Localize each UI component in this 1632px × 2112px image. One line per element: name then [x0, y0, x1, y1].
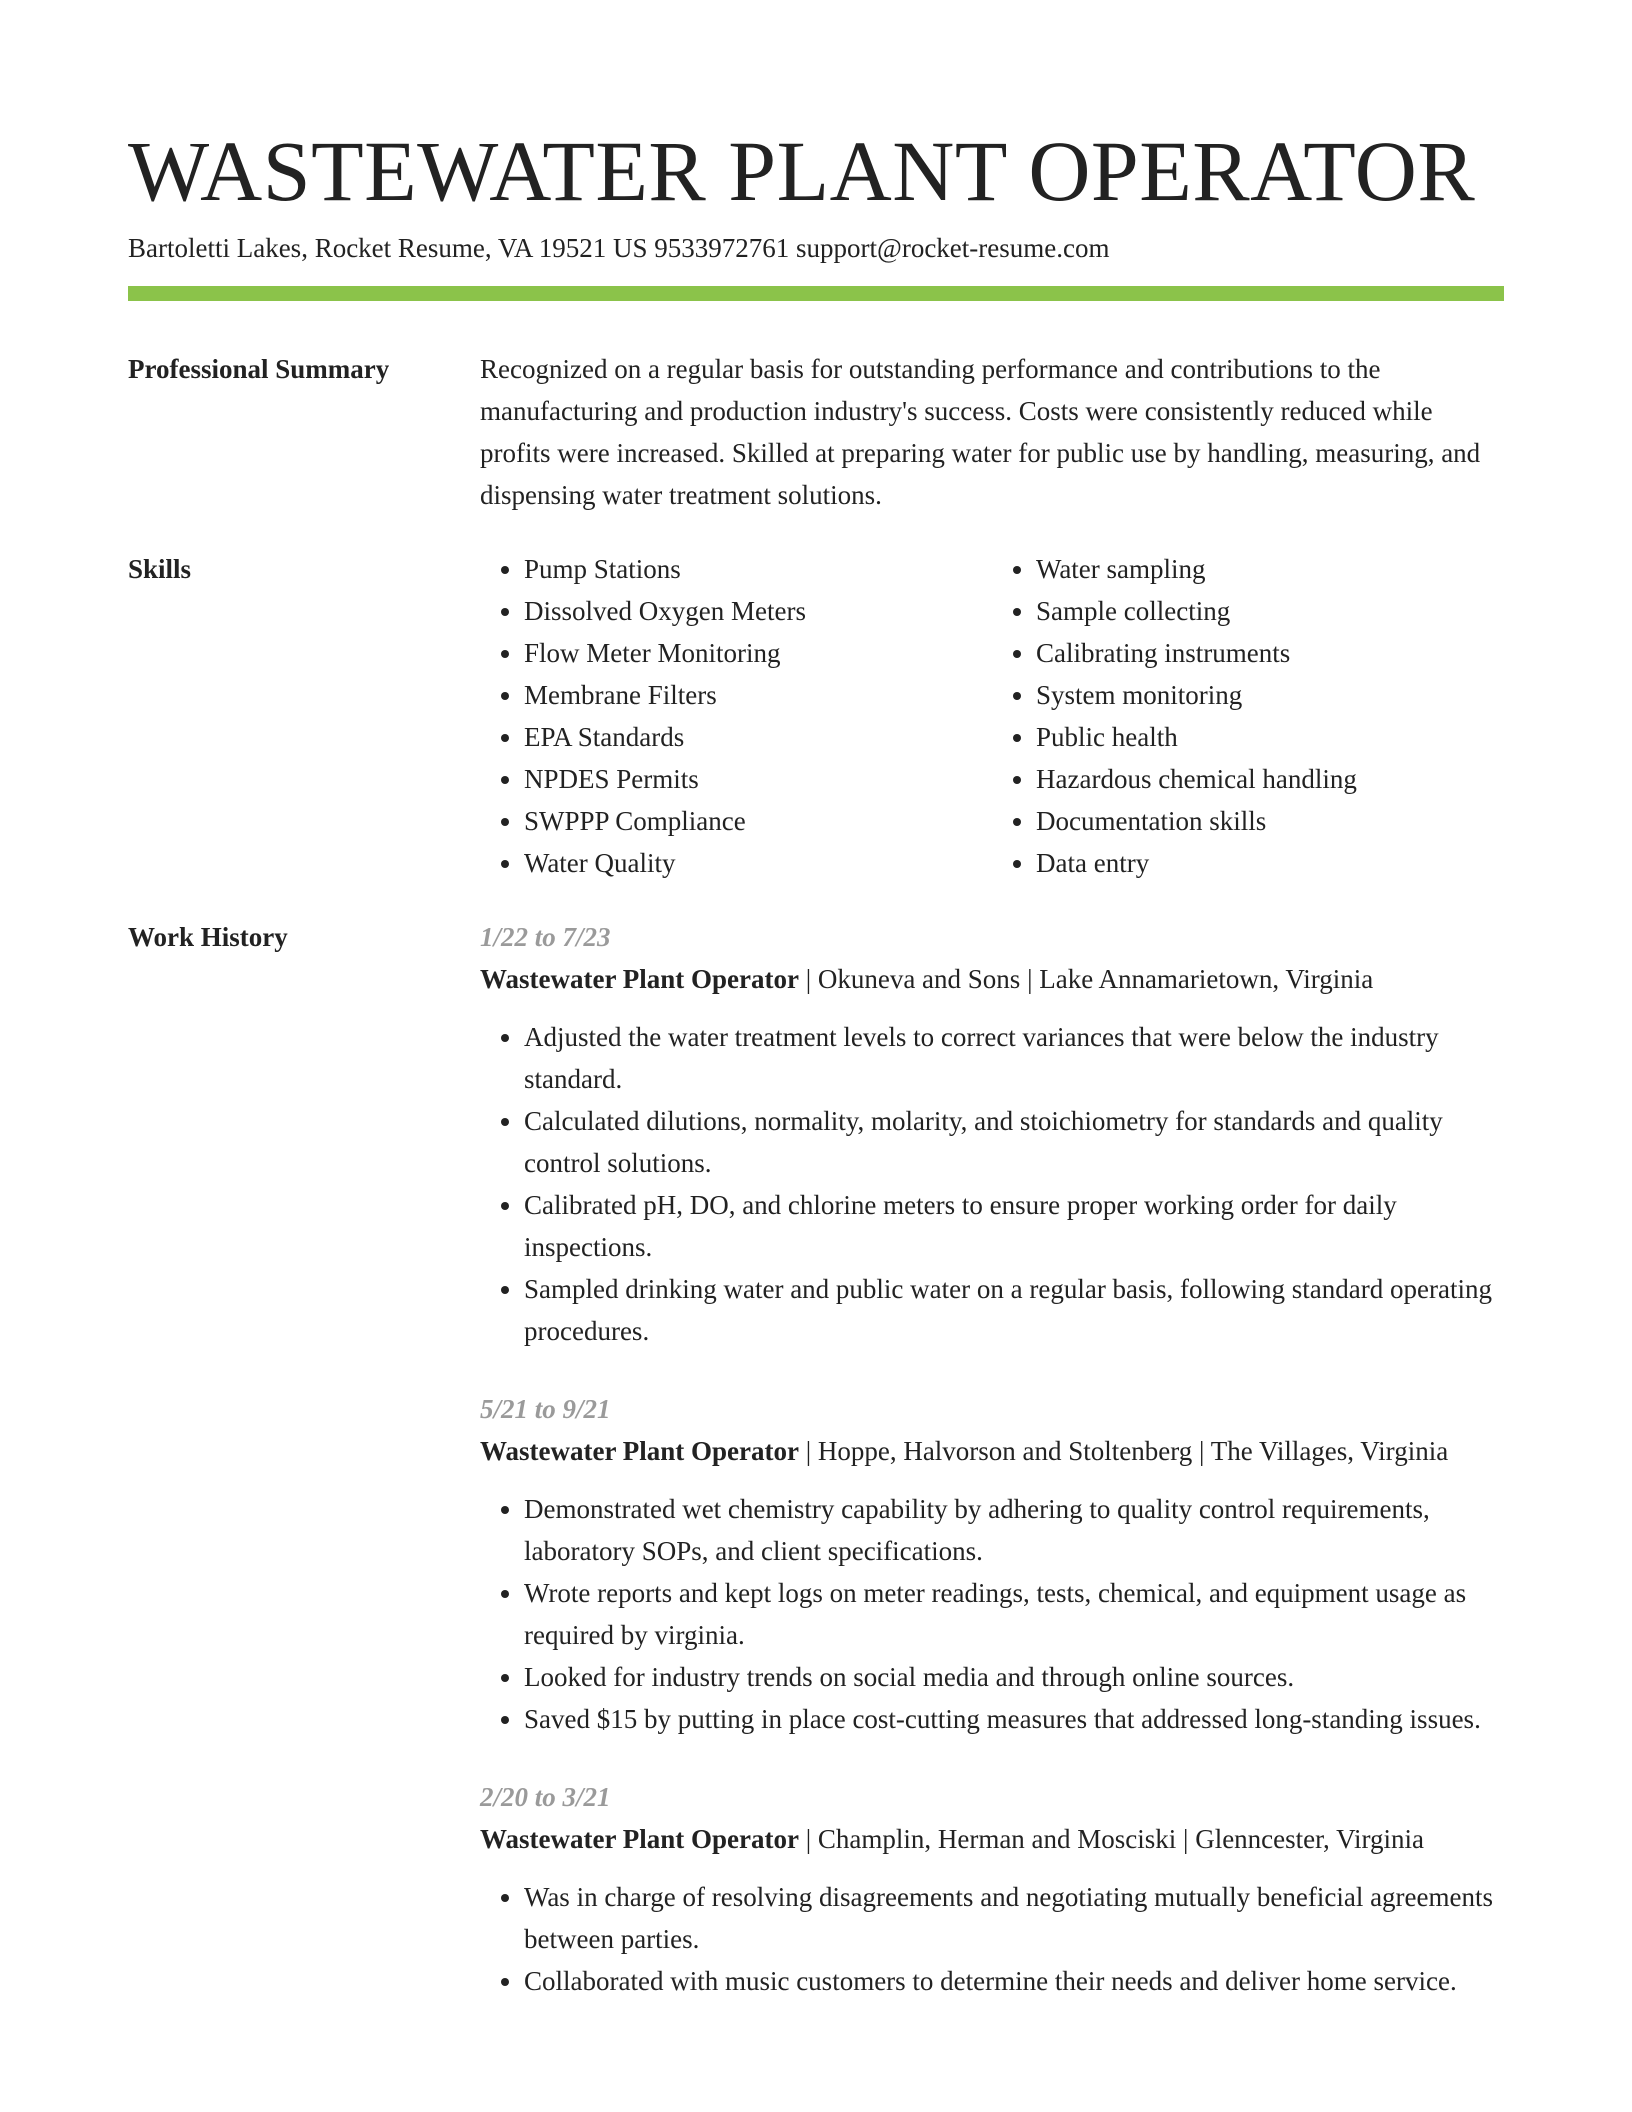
job-heading: [480, 1818, 1504, 1860]
skill-item: • SWPPP Compliance: [524, 800, 992, 842]
summary-text: Recognized on a regular basis for outstanding performance and contributions to the manufacturing and production industry's success. Costs were consistently reduced while profits were increased. Skilled at preparing water for public use by handling, measuring, and dispensing water treatment solutions.: [480, 354, 1481, 510]
job-bullet: • Looked for industry trends on social media and through online sources.: [524, 1656, 1504, 1698]
job-entry: [480, 916, 1504, 1352]
skills-body: [480, 548, 1504, 884]
job-employer-location: | Hoppe, Halvorson and Stoltenberg | The Villages, Virginia: [798, 1436, 1449, 1466]
job-title: Wastewater Plant Operator: [480, 1824, 799, 1854]
work-history-body: [480, 916, 1504, 2038]
job-entry: [480, 1388, 1504, 1740]
job-bullet: • Saved $15 by putting in place cost-cutting measures that addressed long-standing issues.: [524, 1698, 1504, 1740]
skills-list-right: [992, 548, 1504, 884]
job-date: 5/21 to 9/21: [480, 1394, 611, 1424]
job-bullet-list: [480, 1876, 1504, 2002]
skill-item: • Hazardous chemical handling: [1036, 758, 1504, 800]
skills-list-left: [480, 548, 992, 884]
resume-title: WASTEWATER PLANT OPERATOR: [128, 123, 1476, 219]
skill-item: • System monitoring: [1036, 674, 1504, 716]
skill-item: • Membrane Filters: [524, 674, 992, 716]
job-bullet: • Demonstrated wet chemistry capability by adhering to quality control requirements, laboratory SOPs, and client specifications.: [524, 1488, 1504, 1572]
skill-item: • Water sampling: [1036, 548, 1504, 590]
skill-item: • EPA Standards: [524, 716, 992, 758]
skill-item: • Sample collecting: [1036, 590, 1504, 632]
job-bullet: • Wrote reports and kept logs on meter readings, tests, chemical, and equipment usage as required by virginia.: [524, 1572, 1504, 1656]
job-bullet: • Sampled drinking water and public water on a regular basis, following standard operating procedures.: [524, 1268, 1504, 1352]
skill-item: • Pump Stations: [524, 548, 992, 590]
skill-item: • Water Quality: [524, 842, 992, 884]
job-title: Wastewater Plant Operator: [480, 964, 799, 994]
skill-item: • Calibrating instruments: [1036, 632, 1504, 674]
skill-item: • Public health: [1036, 716, 1504, 758]
job-title: Wastewater Plant Operator: [480, 1436, 799, 1466]
job-employer-location: | Champlin, Herman and Mosciski | Glenncester, Virginia: [798, 1824, 1424, 1854]
summary-label: Professional Summary: [128, 354, 390, 384]
job-heading: [480, 1430, 1504, 1472]
skill-item: • Documentation skills: [1036, 800, 1504, 842]
job-date: 1/22 to 7/23: [480, 922, 611, 952]
job-bullet: • Calculated dilutions, normality, molarity, and stoichiometry for standards and quality control solutions.: [524, 1100, 1504, 1184]
job-bullet-list: [480, 1016, 1504, 1352]
work-history-label: Work History: [128, 922, 288, 952]
job-date: 2/20 to 3/21: [480, 1782, 611, 1812]
header-divider: [128, 286, 1504, 301]
skill-item: • Data entry: [1036, 842, 1504, 884]
job-bullet: • Calibrated pH, DO, and chlorine meters to ensure proper working order for daily inspections.: [524, 1184, 1504, 1268]
skill-item: • NPDES Permits: [524, 758, 992, 800]
job-bullet: • Collaborated with music customers to determine their needs and deliver home service.: [524, 1960, 1504, 2002]
skills-label: Skills: [128, 554, 192, 584]
skill-item: • Dissolved Oxygen Meters: [524, 590, 992, 632]
job-bullet-list: [480, 1488, 1504, 1740]
contact-line: Bartoletti Lakes, Rocket Resume, VA 19521 US 9533972761 support@rocket-resume.com: [128, 233, 1110, 263]
job-heading: [480, 958, 1504, 1000]
job-bullet: • Adjusted the water treatment levels to correct variances that were below the industry standard.: [524, 1016, 1504, 1100]
summary-body: [480, 348, 1504, 516]
job-entry: [480, 1776, 1504, 2002]
job-employer-location: | Okuneva and Sons | Lake Annamarietown, Virginia: [798, 964, 1374, 994]
skill-item: • Flow Meter Monitoring: [524, 632, 992, 674]
job-bullet: • Was in charge of resolving disagreements and negotiating mutually beneficial agreements between parties.: [524, 1876, 1504, 1960]
